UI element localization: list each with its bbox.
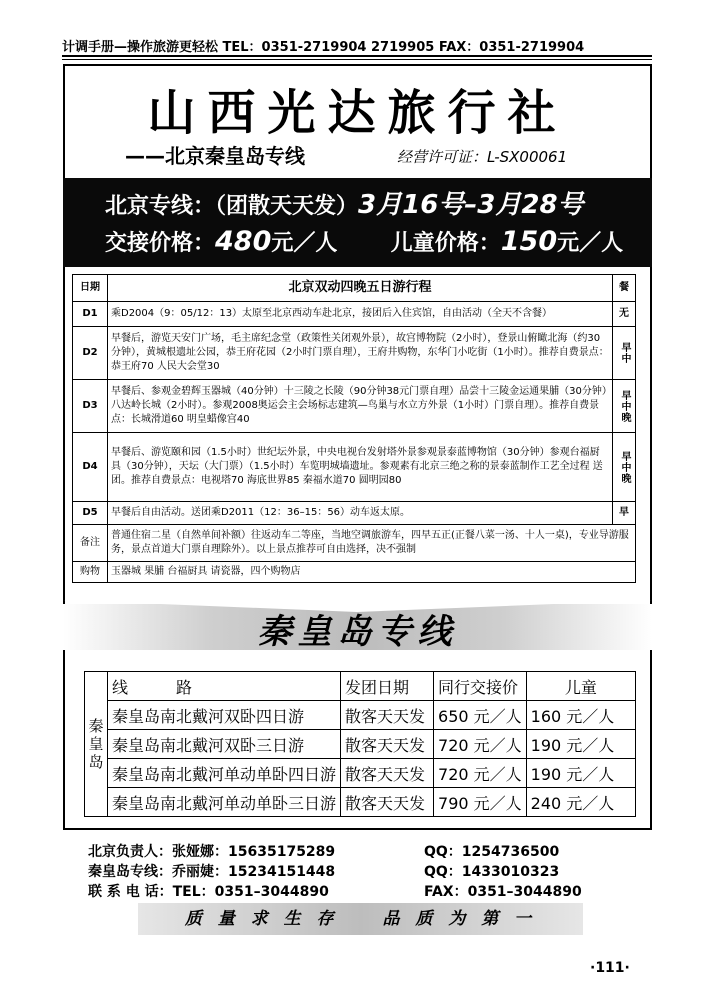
agency-name: 山西光达旅行社 [147,85,568,141]
child-price-unit: 元／人 [557,231,624,256]
header-rule-thin [62,59,652,60]
contact-row [88,842,648,862]
page-header: 计调手册—操作旅游更轻松 TEL：0351-2719904 2719905 FAX：0351-2719904 [62,40,585,55]
price-cell: 790 元／人 [434,788,527,817]
shopping-row [73,562,636,583]
itinerary-table [72,274,636,583]
banner-title: 秦皇岛专线 [257,612,458,652]
date-cell: 散客天天发 [341,701,434,730]
contact-tel: 联 系 电 话：TEL：0351–3044890 [88,884,329,900]
qhd-qq: QQ：1433010323 [424,864,560,880]
promo-line1 [105,184,584,221]
adult-price: 480 [215,226,272,257]
notes-label: 备注 [73,525,108,562]
route-cell: 秦皇岛南北戴河单动单卧四日游 [108,759,341,788]
col-day-header: 日期 [73,275,108,302]
shopping-text: 玉器城 果脯 台福厨具 请瓷器，四个购物店 [108,562,636,583]
col-price-header: 同行交接价 [434,672,527,701]
promo-dates: 3月16号–3月28号 [358,190,584,220]
route-cell: 秦皇岛南北戴河双卧三日游 [108,730,341,759]
child-price-cell: 160 元／人 [526,701,635,730]
table-row [85,730,636,759]
contact-row [88,882,648,902]
itinerary-title: 北京双动四晚五日游行程 [108,275,613,302]
adult-price-label: 交接价格： [105,231,216,256]
meal-cell: 早中 [613,327,636,380]
contact-fax: FAX：0351–3044890 [424,884,582,900]
promo-block [63,178,652,267]
day-description: 早餐后、游览颐和园（1.5小时）世纪坛外景，中央电视台发射塔外景参观景泰蓝博物馆（30分钟）参观台福厨具（30分钟），天坛（大门票）（1.5小时）车览明城墙遗址。参观素有北京三绝之称的景泰蓝制作工艺全过程 送团。推荐自费景点：电视塔70 海底世界85 秦福水道70 圆明园80 [108,433,613,502]
day-cell: D2 [73,327,108,380]
beijing-qq: QQ：1254736500 [424,844,560,860]
table-row [73,327,636,380]
line-label: 北京专线：（团散天天发） [105,194,359,219]
beijing-contact: 北京负责人：张娅娜：15635175289 [88,844,336,860]
table-row [73,302,636,327]
shopping-label: 购物 [73,562,108,583]
license-number: 经营许可证：L-SX00061 [397,148,568,166]
day-description: 早餐后、参观金碧辉玉器城（40分钟）十三陵之长陵（90分钟38元门票自理）品尝十三陵金运通果脯（30分钟）八达岭长城（2小时）。参观2008奥运会主会场标志建筑—鸟巢与水立方外景（1小时）门票自理）。推荐自费景点：长城滑道60 明皇蜡像宫40 [108,380,613,433]
child-price: 150 [500,226,558,257]
notes-text: 普通住宿二星（自然单间补额）往返动车二等座，当地空调旅游车，四早五正(正餐八菜一汤、十人一桌)，专业导游服务，景点首道大门票自理除外）。以上景点推荐可自由选择，决不强制 [108,525,636,562]
promo-line2 [105,226,623,257]
route-subtitle: ——北京秦皇岛专线 [125,144,305,168]
meal-cell: 早中晚 [613,433,636,502]
child-price-cell: 190 元／人 [526,759,635,788]
qhd-contact: 秦皇岛专线：乔丽婕：15234151448 [88,864,336,880]
price-cell: 720 元／人 [434,730,527,759]
page-number: ·111· [590,960,630,976]
col-date-header: 发团日期 [341,672,434,701]
day-cell: D1 [73,302,108,327]
table-row [85,701,636,730]
price-cell: 650 元／人 [434,701,527,730]
col-child-header: 儿童 [526,672,635,701]
date-cell: 散客天天发 [341,788,434,817]
table-row [85,788,636,817]
contact-row [88,862,648,882]
day-description: 早餐后，游览天安门广场，毛主席纪念堂（政策性关闭观外景），故宫博物院（2小时），登景山俯瞰北海（约30分钟），黄城根遗址公园，恭王府花园（2小时门票自理），王府井购物，东华门小吃街（1小时）。推荐自费景点：恭王府70 人民大会堂30 [108,327,613,380]
meal-cell: 早 [613,502,636,525]
child-price-cell: 240 元／人 [526,788,635,817]
price-cell: 720 元／人 [434,759,527,788]
motto-banner: 质 量 求 生 存 品 质 为 第 一 [138,903,583,935]
date-cell: 散客天天发 [341,759,434,788]
day-description: 乘D2004（9：05/12：13）太原至北京西动车赴北京，接团后入住宾馆，自由活动（全天不含餐） [108,302,613,327]
col-route-header: 线 路 [108,672,341,701]
day-cell: D5 [73,502,108,525]
meal-cell: 早中晚 [613,380,636,433]
itinerary-header-row [73,275,636,302]
table-row [73,502,636,525]
route-cell: 秦皇岛南北戴河单动单卧三日游 [108,788,341,817]
destination-label [85,672,108,817]
contact-block [88,842,648,902]
child-price-cell: 190 元／人 [526,730,635,759]
price-table [84,671,636,817]
table-row [73,380,636,433]
child-price-label: 儿童价格： [390,231,501,256]
destination-text: 秦皇岛 [88,717,104,771]
day-cell: D4 [73,433,108,502]
notes-row [73,525,636,562]
price-header-row [85,672,636,701]
day-description: 早餐后自由活动。送团乘D2011（12：36–15：56）动车返太原。 [108,502,613,525]
route-cell: 秦皇岛南北戴河双卧四日游 [108,701,341,730]
day-cell: D3 [73,380,108,433]
table-row [73,433,636,502]
meal-cell: 无 [613,302,636,327]
header-rule [62,55,652,57]
date-cell: 散客天天发 [341,730,434,759]
adult-price-unit: 元／人 [271,231,338,256]
col-meal-header: 餐 [613,275,636,302]
table-row [85,759,636,788]
